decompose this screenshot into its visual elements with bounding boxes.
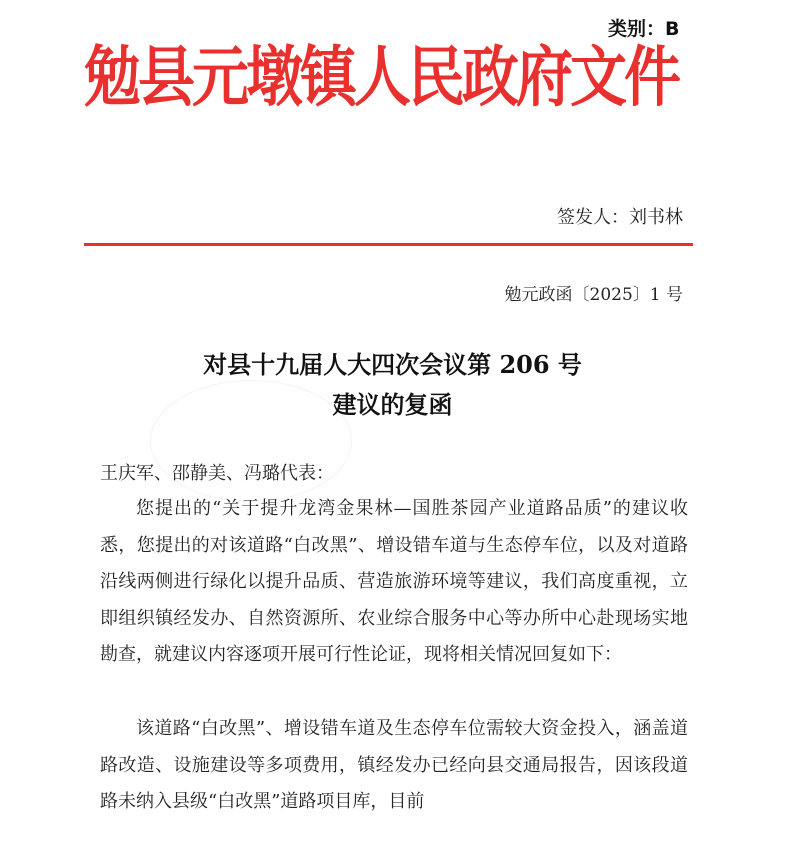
masthead-title: 勉县元墩镇人民政府文件	[84, 38, 678, 116]
red-divider-line	[84, 243, 693, 246]
body-paragraph-1	[100, 491, 688, 674]
body-paragraph-2	[100, 711, 688, 821]
paragraph-text: 该道路“白改黑”、增设错车道及生态停车位需较大资金投入，涵盖道路改造、设施建设等多项费用，镇经发办已经向县交通局报告，因该段道路未纳入县级“白改黑”道路项目库，目前	[100, 718, 688, 812]
document-title-line-1: 对县十九届人大四次会议第 206 号	[203, 350, 582, 379]
salutation: 王庆军、邵静美、冯璐代表：	[100, 463, 334, 484]
document-number: 勉元政函〔2025〕1 号	[504, 285, 683, 305]
issuer-line: 签发人：刘书林	[557, 207, 683, 228]
paragraph-text: 您提出的“关于提升龙湾金果林—国胜茶园产业道路品质”的建议收悉，您提出的对该道路“白改黑”、增设错车道与生态停车位，以及对道路沿线两侧进行绿化以提升品质、营造旅游环境等建议，我们高度重视，立即组织镇经发办、自然资源所、农业综合服务中心等办所中心赴现场实地勘查，就建议内容逐项开展可行性论证，现将相关情况回复如下：	[100, 498, 688, 665]
category-label: 类别：B	[608, 18, 680, 40]
document-title-line-2: 建议的复函	[332, 390, 453, 419]
